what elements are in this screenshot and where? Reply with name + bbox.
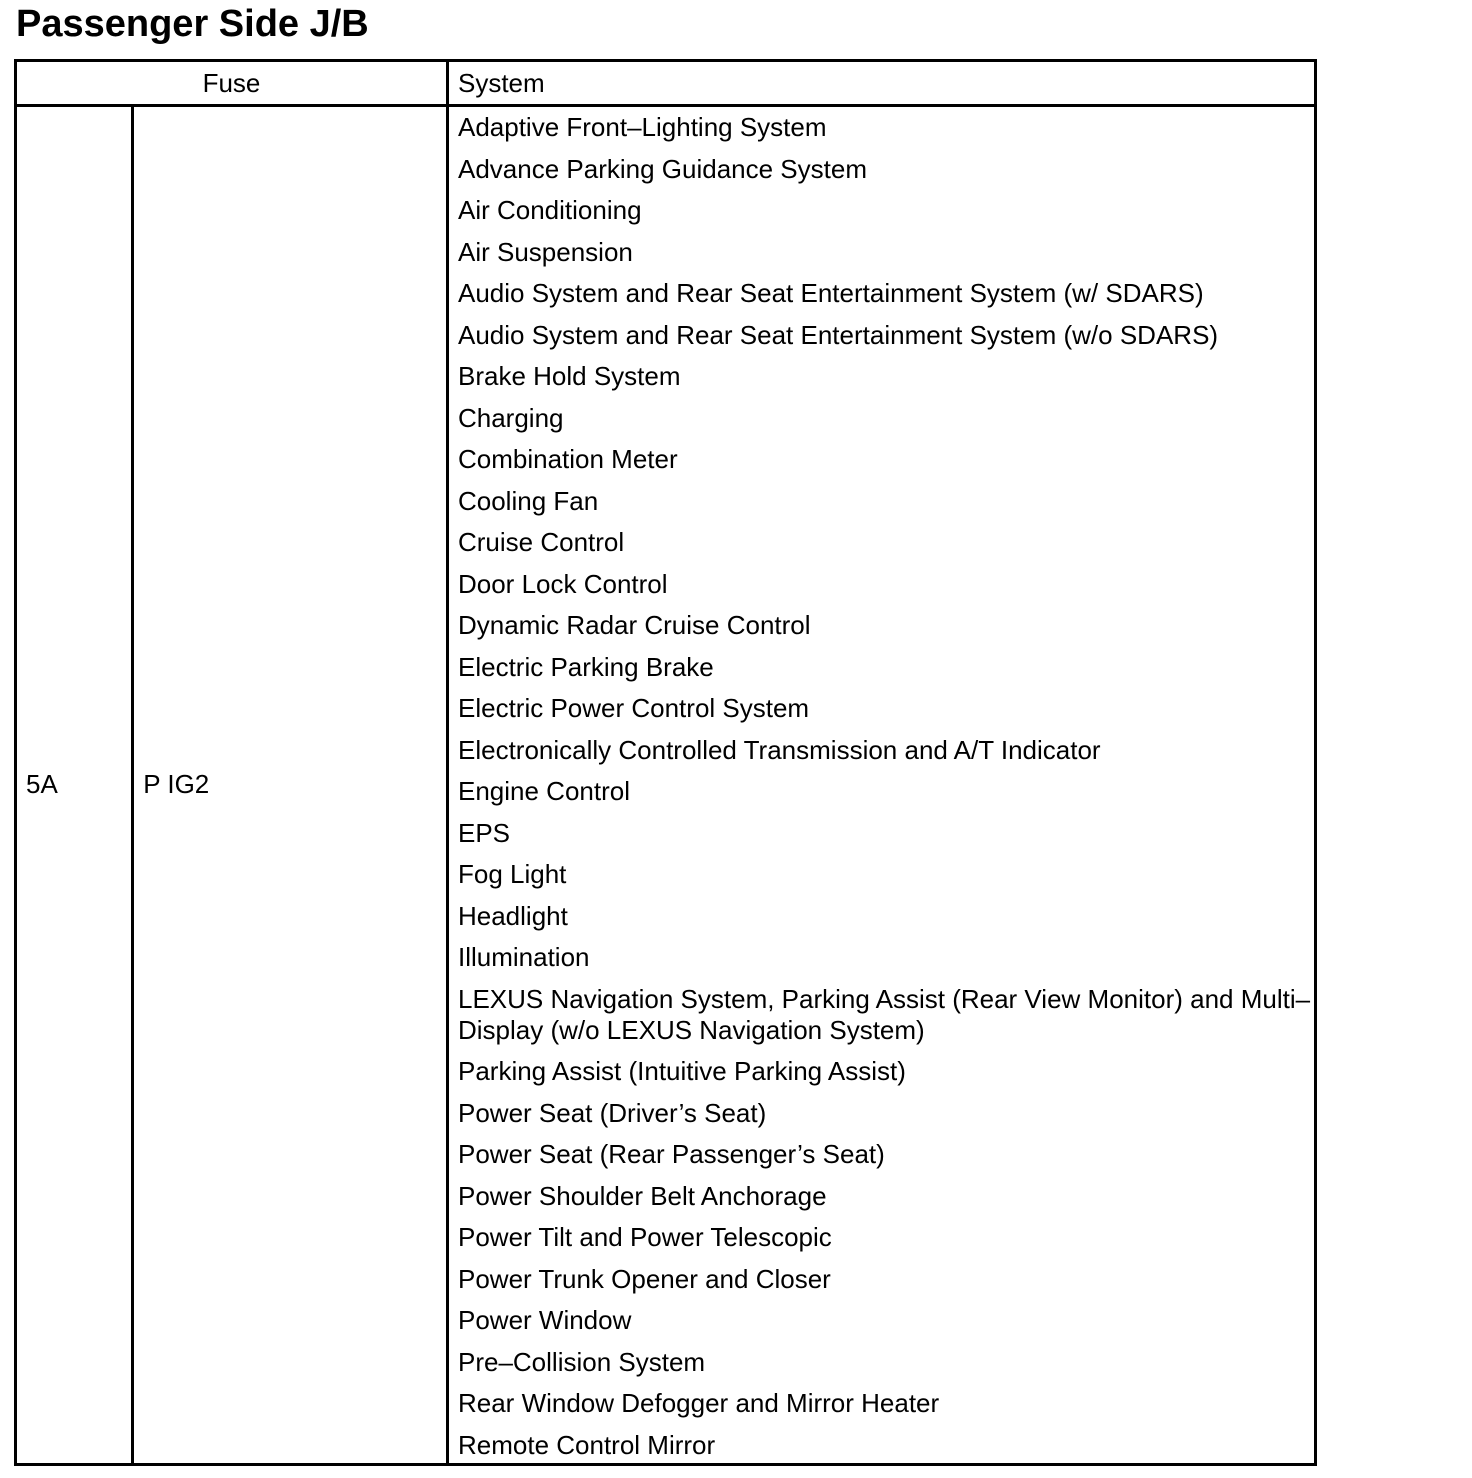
system-item: Power Seat (Driver’s Seat) [457, 1097, 767, 1128]
system-item: Electronically Controlled Transmission and A/T Indicator [457, 734, 1101, 765]
system-item: Illumination [457, 942, 590, 972]
table-header-row [16, 61, 1316, 106]
system-list [458, 112, 1314, 1461]
fuse-table [14, 59, 1317, 1466]
system-item: Electric Parking Brake [457, 651, 714, 682]
system-item: Headlight [457, 900, 568, 931]
system-item: Advance Parking Guidance System [457, 153, 867, 184]
page-title: Passenger Side J/B [16, 3, 369, 45]
system-item: Audio System and Rear Seat Entertainment System (w/o SDARS) [457, 319, 1219, 350]
system-item: Cooling Fan [457, 485, 599, 516]
header-fuse: Fuse [16, 61, 448, 106]
system-item: Rear Window Defogger and Mirror Heater [457, 1388, 940, 1418]
system-item: Remote Control Mirror [457, 1429, 716, 1460]
system-item: LEXUS Navigation System, Parking Assist (Rear View Monitor) and Multi–Display (w/o LEXUS Navigation System) [457, 983, 1311, 1045]
system-item: Power Shoulder Belt Anchorage [457, 1180, 827, 1211]
system-item: Power Seat (Rear Passenger’s Seat) [457, 1139, 885, 1169]
system-item: Electric Power Control System [457, 693, 810, 723]
system-item: Pre–Collision System [457, 1346, 706, 1377]
system-item: Air Suspension [457, 236, 633, 267]
system-item: Dynamic Radar Cruise Control [457, 610, 811, 640]
fuse-amperage: 5A [16, 106, 133, 1465]
system-item: Power Trunk Opener and Closer [457, 1263, 831, 1294]
system-item: Cruise Control [457, 527, 625, 557]
system-item: Adaptive Front–Lighting System [457, 112, 827, 142]
system-item: Door Lock Control [457, 568, 668, 599]
system-item: Fog Light [457, 859, 567, 889]
system-item: EPS [457, 817, 511, 848]
header-system: System [447, 61, 1315, 106]
system-item: Air Conditioning [457, 195, 642, 225]
system-item: Audio System and Rear Seat Entertainment System (w/ SDARS) [457, 278, 1204, 308]
system-item: Brake Hold System [457, 361, 681, 391]
system-cell [447, 106, 1315, 1465]
system-item: Charging [457, 402, 564, 433]
system-item: Engine Control [457, 776, 630, 806]
system-item: Combination Meter [457, 444, 678, 474]
system-item: Parking Assist (Intuitive Parking Assist) [457, 1056, 906, 1086]
table-row [16, 106, 1316, 1465]
system-item: Power Window [457, 1305, 632, 1335]
system-item: Power Tilt and Power Telescopic [457, 1222, 832, 1252]
fuse-name: P IG2 [133, 106, 448, 1465]
